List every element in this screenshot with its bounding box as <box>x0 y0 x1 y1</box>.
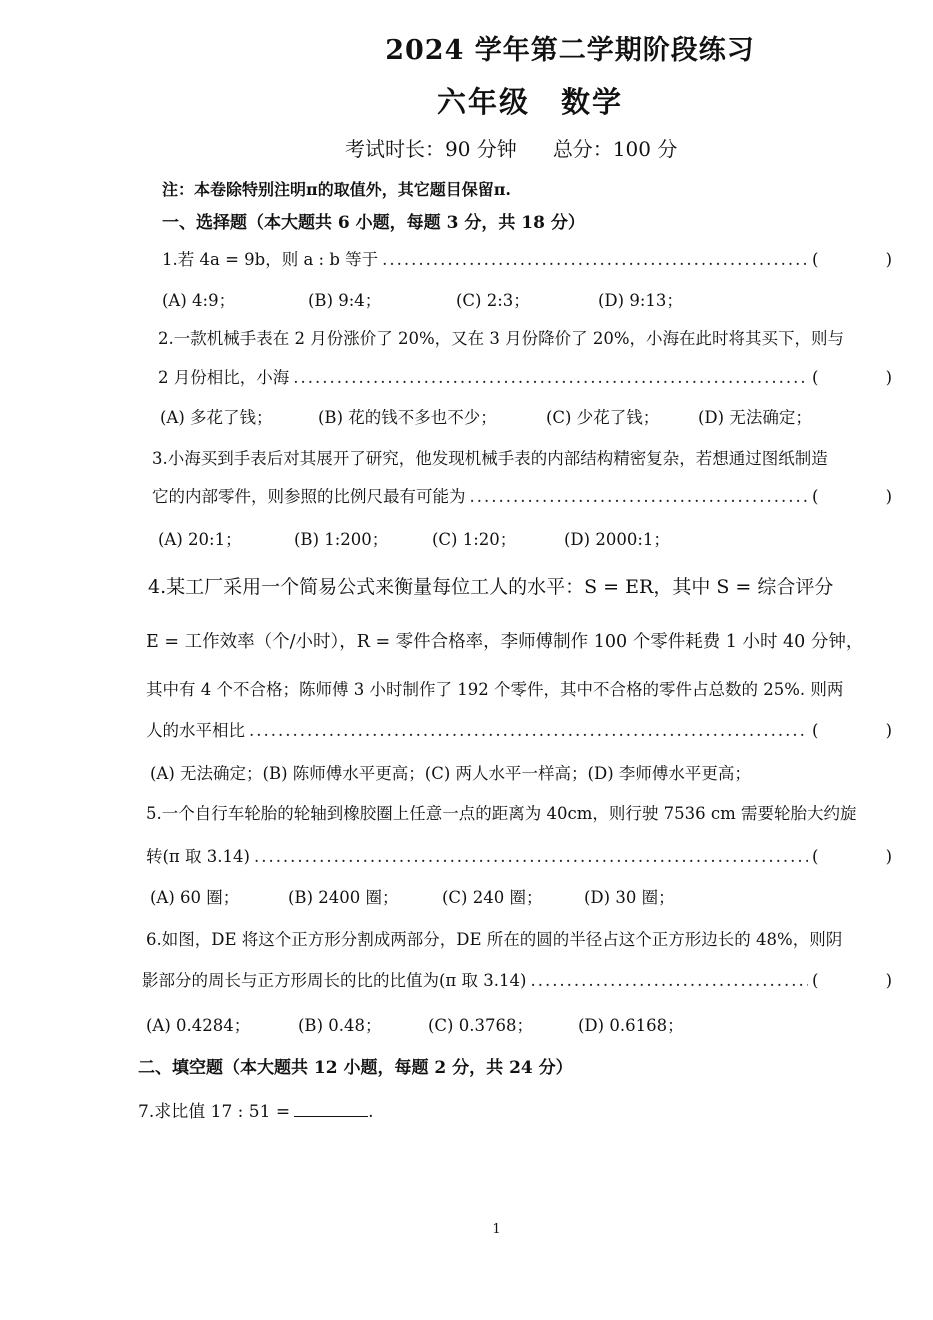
dot-leader <box>293 368 808 387</box>
exam-duration: 考试时长：90 分钟 <box>345 137 517 161</box>
question-6-text: 影部分的周长与正方形周长的比的比值为(π 取 3.14) <box>142 971 527 990</box>
option-c: (C) 1:20； <box>432 530 517 549</box>
dot-leader <box>470 487 809 506</box>
question-1-options <box>162 287 683 311</box>
option-c: (C) 2:3； <box>456 291 530 310</box>
option-b: (B) 0.48； <box>298 1016 382 1035</box>
option-a: (A) 4:9； <box>162 291 236 310</box>
question-5-line-1: 5.一个自行车轮胎的轮轴到橡胶圈上任意一点的距离为 40cm，则行驶 7536 cm 需要轮胎大约旋 <box>146 804 857 823</box>
answer-paren: ( ) <box>812 847 892 866</box>
question-2-options <box>160 404 812 428</box>
question-3-line-1: 3.小海买到手表后对其展开了研究，他发现机械手表的内部结构精密复杂，若想通过图纸制造 <box>152 449 828 468</box>
answer-paren: ( ) <box>812 971 892 990</box>
question-7 <box>138 1097 373 1122</box>
question-3-options <box>158 526 670 550</box>
answer-paren: ( ) <box>812 487 892 506</box>
question-3 <box>152 483 892 507</box>
exam-note: 注：本卷除特别注明π的取值外，其它题目保留π. <box>162 180 511 199</box>
answer-paren: ( ) <box>812 250 892 269</box>
question-4-line-2: E = 工作效率（个/小时），R = 零件合格率，李师傅制作 100 个零件耗费 1 小时 40 分钟， <box>146 632 864 652</box>
exam-total-score: 总分：100 分 <box>552 137 678 161</box>
option-all: (A) 无法确定；(B) 陈师傅水平更高；(C) 两人水平一样高；(D) 李师傅水平更高； <box>150 764 751 783</box>
option-d: (D) 30 圈； <box>584 888 675 907</box>
question-4 <box>146 717 892 741</box>
section-1-heading: 一、选择题（本大题共 6 小题，每题 3 分，共 18 分） <box>162 213 585 233</box>
question-7-suffix: . <box>368 1102 374 1122</box>
dot-leader <box>249 721 808 740</box>
question-7-text: 7.求比值 17 : 51 = <box>138 1102 291 1122</box>
dot-leader <box>254 847 808 866</box>
question-4-options <box>150 760 751 784</box>
question-1-text: 1.若 4a = 9b，则 a : b 等于 <box>162 250 379 269</box>
question-2 <box>158 364 892 388</box>
option-a: (A) 60 圈； <box>150 888 240 907</box>
question-5-options <box>150 884 675 908</box>
dot-leader <box>382 250 808 269</box>
answer-blank[interactable] <box>294 1115 368 1117</box>
question-4-line-1: 4.某工厂采用一个简易公式来衡量每位工人的水平：S = ER，其中 S = 综合评分 <box>148 576 834 598</box>
option-a: (A) 20:1； <box>158 530 242 549</box>
question-6-options <box>146 1012 684 1036</box>
answer-paren: ( ) <box>812 721 892 740</box>
option-c: (C) 少花了钱； <box>546 408 660 427</box>
option-b: (B) 2400 圈； <box>288 888 399 907</box>
question-6-line-1: 6.如图，DE 将这个正方形分割成两部分，DE 所在的圆的半径占这个正方形边长的 48%，则阴 <box>146 930 843 949</box>
option-a: (A) 多花了钱； <box>160 408 273 427</box>
question-5 <box>146 843 892 867</box>
question-4-line-3: 其中有 4 个不合格；陈师傅 3 小时制作了 192 个零件，其中不合格的零件占总数的 25%. 则两 <box>146 680 844 699</box>
exam-title: 2024 学年第二学期阶段练习 <box>385 35 755 66</box>
option-b: (B) 1:200； <box>294 530 389 549</box>
option-d: (D) 无法确定； <box>698 408 812 427</box>
page-number: 1 <box>492 1222 501 1237</box>
question-4-text: 人的水平相比 <box>146 721 245 740</box>
option-d: (D) 0.6168； <box>578 1016 684 1035</box>
option-d: (D) 9:13； <box>598 291 683 310</box>
option-b: (B) 9:4； <box>308 291 382 310</box>
option-d: (D) 2000:1； <box>564 530 670 549</box>
section-2-heading: 二、填空题（本大题共 12 小题，每题 2 分，共 24 分） <box>138 1058 573 1078</box>
answer-paren: ( ) <box>812 368 892 387</box>
question-1 <box>162 246 892 270</box>
option-a: (A) 0.4284； <box>146 1016 251 1035</box>
exam-meta <box>345 133 677 162</box>
question-3-text: 它的内部零件，则参照的比例尺最有可能为 <box>152 487 466 506</box>
question-5-text: 转(π 取 3.14) <box>146 847 250 866</box>
option-b: (B) 花的钱不多也不少； <box>318 408 497 427</box>
dot-leader <box>530 971 808 990</box>
option-c: (C) 240 圈； <box>442 888 543 907</box>
option-c: (C) 0.3768； <box>428 1016 533 1035</box>
exam-subtitle: 六年级 数学 <box>436 85 623 119</box>
question-2-text: 2 月份相比，小海 <box>158 368 290 387</box>
question-2-line-1: 2.一款机械手表在 2 月份涨价了 20%，又在 3 月份降价了 20%，小海在此时将其买下，则与 <box>158 329 845 348</box>
question-6 <box>142 967 892 991</box>
